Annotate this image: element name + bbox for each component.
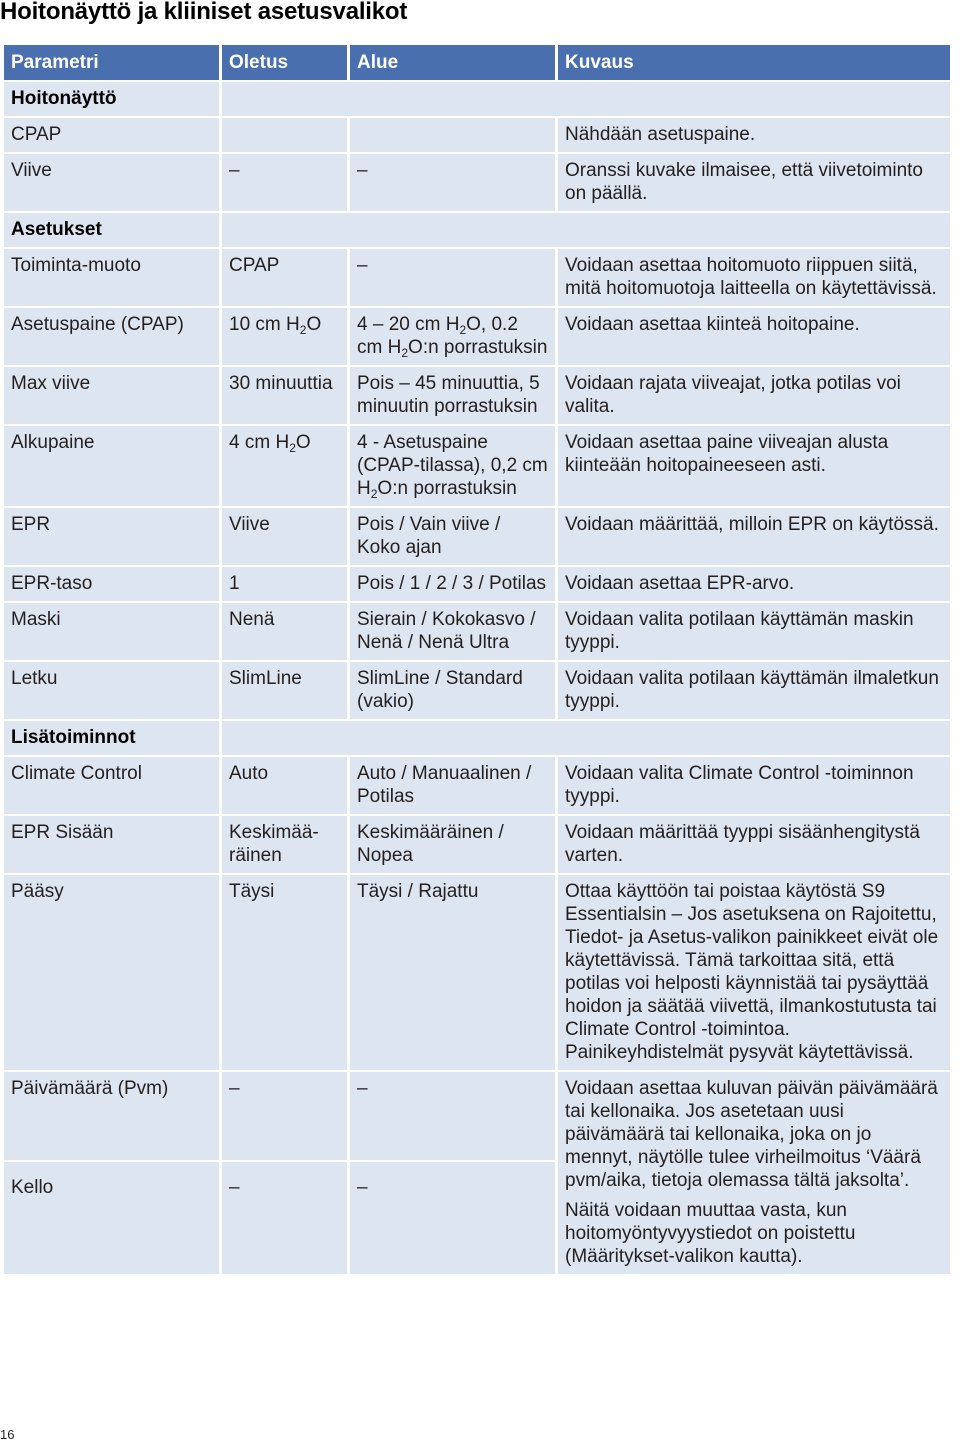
section-row <box>4 213 950 247</box>
cell-parameter: Päivämäärä (Pvm) <box>4 1072 219 1160</box>
cell-parameter: Letku <box>4 662 219 719</box>
table-row <box>4 567 950 601</box>
cell-default: Viive <box>222 508 347 565</box>
cell-default: Täysi <box>222 875 347 1070</box>
cell-description: Voidaan määrittää, milloin EPR on käytössä. <box>558 508 950 565</box>
section-filler <box>222 213 950 247</box>
cell-parameter: EPR <box>4 508 219 565</box>
cell-parameter: Asetuspaine (CPAP) <box>4 308 219 365</box>
cell-parameter: EPR-taso <box>4 567 219 601</box>
cell-range: – <box>350 249 555 306</box>
cell-default: Keskimää-räinen <box>222 816 347 873</box>
cell-parameter: Kello <box>4 1162 219 1274</box>
cell-description: Voidaan valita potilaan käyttämän ilmaletkun tyyppi. <box>558 662 950 719</box>
cell-range: – <box>350 1072 555 1160</box>
cell-default: 1 <box>222 567 347 601</box>
cell-default: CPAP <box>222 249 347 306</box>
table-row <box>4 1072 950 1160</box>
cell-range: – <box>350 154 555 211</box>
header-alue: Alue <box>350 45 555 80</box>
cell-parameter: Pääsy <box>4 875 219 1070</box>
table-row <box>4 154 950 211</box>
cell-range <box>350 118 555 152</box>
table-row <box>4 508 950 565</box>
cell-range: Pois / Vain viive / Koko ajan <box>350 508 555 565</box>
section-title: Lisätoiminnot <box>4 721 219 755</box>
merged-description-paragraph: Näitä voidaan muuttaa vasta, kun hoitomyöntyvyystiedot on poistettu (Määritykset-valikon kautta). <box>565 1200 856 1267</box>
table-row <box>4 757 950 814</box>
cell-parameter: Alkupaine <box>4 426 219 506</box>
cell-range: SlimLine / Standard (vakio) <box>350 662 555 719</box>
cell-description: Nähdään asetuspaine. <box>558 118 950 152</box>
table-row <box>4 367 950 424</box>
cell-description: Voidaan asettaa hoitomuoto riippuen siitä, mitä hoitomuotoja laitteella on käytettävissä. <box>558 249 950 306</box>
section-row <box>4 82 950 116</box>
cell-default: Nenä <box>222 603 347 660</box>
table-row <box>4 249 950 306</box>
cell-description: Oranssi kuvake ilmaisee, että viivetoiminto on päällä. <box>558 154 950 211</box>
cell-default: Auto <box>222 757 347 814</box>
cell-default: – <box>222 1072 347 1160</box>
cell-description: Voidaan valita potilaan käyttämän maskin tyyppi. <box>558 603 950 660</box>
section-title: Hoitonäyttö <box>4 82 219 116</box>
table-row <box>4 308 950 365</box>
table-header-row <box>4 45 950 80</box>
cell-default: – <box>222 1162 347 1274</box>
cell-description: Voidaan asettaa EPR-arvo. <box>558 567 950 601</box>
table-row <box>4 816 950 873</box>
section-filler <box>222 82 950 116</box>
cell-range: Sierain / Kokokasvo / Nenä / Nenä Ultra <box>350 603 555 660</box>
table-row <box>4 118 950 152</box>
cell-parameter: CPAP <box>4 118 219 152</box>
cell-parameter: EPR Sisään <box>4 816 219 873</box>
cell-parameter: Viive <box>4 154 219 211</box>
section-title: Asetukset <box>4 213 219 247</box>
cell-default: 4 cm $H_2O$ <box>222 426 347 506</box>
cell-description: Voidaan rajata viiveajat, jotka potilas voi valita. <box>558 367 950 424</box>
cell-range: 4 – 20 cm $H_2O$, 0.2 cm $H_2O:n$ porrastuksin <box>350 308 555 365</box>
cell-description: Voidaan määrittää tyyppi sisäänhengitystä varten. <box>558 816 950 873</box>
merged-description-paragraph: Voidaan asettaa kuluvan päivän päivämäärä tai kellonaika. Jos asetetaan uusi päivämäärä tai kellonaika, joka on jo mennyt, näytölle tulee virheilmoitus ‘Väärä pvm/aika, tietoja olemassa tältä jaksolta’. <box>565 1078 938 1191</box>
cell-description-merged <box>558 1072 950 1274</box>
page-number: 16 <box>0 1427 15 1442</box>
cell-range: Auto / Manuaalinen / Potilas <box>350 757 555 814</box>
cell-parameter: Toiminta-muoto <box>4 249 219 306</box>
cell-description: Ottaa käyttöön tai poistaa käytöstä S9 Essentialsin – Jos asetuksena on Rajoitettu, Tiedot- ja Asetus-valikon painikkeet eivät ole käytettävissä. Tämä tarkoittaa sitä, että potilas voi helposti käynnistää tai pysäyttää hoidon ja säätää viivettä, ilmankostutusta tai Climate Control -toimintoa. Painikeyhdistelmät pysyvät käytettävissä. <box>558 875 950 1070</box>
cell-default: 30 minuuttia <box>222 367 347 424</box>
header-kuvaus: Kuvaus <box>558 45 950 80</box>
cell-range: Pois / 1 / 2 / 3 / Potilas <box>350 567 555 601</box>
cell-range: Täysi / Rajattu <box>350 875 555 1070</box>
table-body <box>4 82 950 1274</box>
cell-description: Voidaan asettaa paine viiveajan alusta kiinteään hoitopaineeseen asti. <box>558 426 950 506</box>
cell-description: Voidaan asettaa kiinteä hoitopaine. <box>558 308 950 365</box>
cell-parameter: Maski <box>4 603 219 660</box>
cell-range: – <box>350 1162 555 1274</box>
cell-default: 10 cm $H_2O$ <box>222 308 347 365</box>
table-row <box>4 426 950 506</box>
cell-default: – <box>222 154 347 211</box>
table-row <box>4 662 950 719</box>
header-parametri: Parametri <box>4 45 219 80</box>
page-title: Hoitonäyttö ja kliiniset asetusvalikot <box>0 0 408 25</box>
cell-default <box>222 118 347 152</box>
cell-range: 4 - Asetuspaine (CPAP-tilassa), 0,2 cm $H_2O:n$ porrastuksin <box>350 426 555 506</box>
table-row <box>4 603 950 660</box>
cell-parameter: Max viive <box>4 367 219 424</box>
table-row <box>4 875 950 1070</box>
cell-range: Keskimääräinen / Nopea <box>350 816 555 873</box>
cell-parameter: Climate Control <box>4 757 219 814</box>
section-row <box>4 721 950 755</box>
header-oletus: Oletus <box>222 45 347 80</box>
cell-description: Voidaan valita Climate Control -toiminnon tyyppi. <box>558 757 950 814</box>
cell-range: Pois – 45 minuuttia, 5 minuutin porrastuksin <box>350 367 555 424</box>
section-filler <box>222 721 950 755</box>
settings-table <box>1 43 953 1276</box>
cell-default: SlimLine <box>222 662 347 719</box>
